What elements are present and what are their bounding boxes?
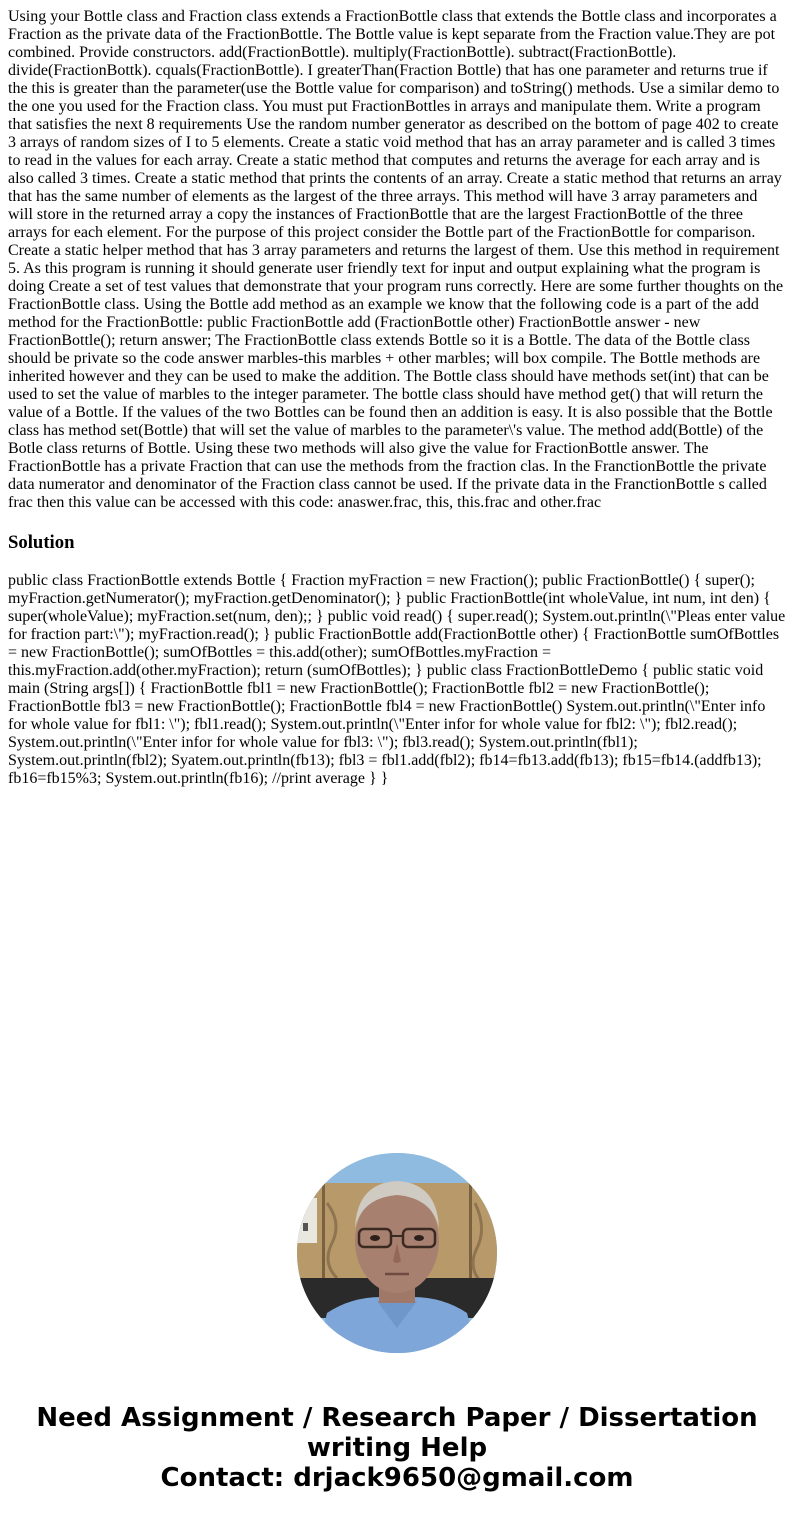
promo-contact-line: Contact: drjack9650@gmail.com: [160, 1463, 634, 1493]
solution-heading: Solution: [8, 532, 75, 553]
avatar: [297, 1153, 497, 1353]
solution-text: public class FractionBottle extends Bottle { Fraction myFraction = new Fraction(); public FractionBottle() { super(); myFraction.getNumerator(); myFraction.getDenominator(); } public FractionBottle(int wholeValue, int num, int den) { super(wholeValue); myFraction.set(num, den);; } public void read() { super.read(); System.out.println(\"Pleas enter value for fraction part:\"); myFraction.read(); } public FractionBottle add(FractionBottle other) { FractionBottle sumOfBottles = new FractionBottle(); sumOfBottles = this.add(other); sumOfBottles.myFraction = this.myFraction.add(other.myFraction); return (sumOfBottles); } public class FractionBottleDemo { public static void main (String args[]) { FractionBottle fbl1 = new FractionBottle(); FractionBottle fbl2 = new FractionBottle(); FractionBottle fbl3 = new FractionBottle(); FractionBottle fbl4 = new FractionBottle() System.out.println(\"Enter info for whole value for fbl1: \"); fbl1.read(); System.out.println(\"Enter infor for whole value for fbl2: \"); fbl2.read(); System.out.println(\"Enter infor for whole value for fbl3: \"); fbl3.read(); System.out.println(fbl1); System.out.println(fbl2); Syatem.out.println(fb13); fbl3 = fbl1.add(fbl2); fb14=fb13.add(fb13); fb15=fb14.(addfb13); fb16=fb15%3; System.out.println(fb16); //print average } }: [8, 572, 786, 787]
promo-line-1: Need Assignment / Research Paper / Dissertation: [36, 1403, 758, 1433]
promo-banner: [0, 1403, 794, 1493]
question-text: Using your Bottle class and Fraction class extends a FractionBottle class that extends the Bottle class and incorporates a Fraction as the private data of the FractionBottle. The Bottle value is kept separate from the Fraction value.They are pot combined. Provide constructors. add(FractionBottle). multiply(FractionBottle). subtract(FractionBottle). divide(FractionBottk). cquals(FractionBottle). I greaterThan(Fraction Bottle) that has one parameter and returns true if the this is greater than the parameter(use the Bottle value for comparison) and toString() methods. Use a similar demo to the one you used for the Fraction class. You must put FractionBottles in arrays and manipulate them. Write a program that satisfies the next 8 requirements Use the random number generator as described on the bottom of page 402 to create 3 arrays of random sizes of I to 5 elements. Create a static void method that has an array parameter and is called 3 times to read in the values for each array. Create a static method that computes and returns the average for each array and is also called 3 times. Create a static method that prints the contents of an array. Create a static method that returns an array that has the same number of elements as the largest of the three arrays. This method will have 3 array parameters and will store in the returned array a copy the instances of FractionBottle that are the largest FractionBottle of the three arrays for each element. For the purpose of this project consider the Bottle part of the FractionBottle for comparison. Create a static helper method that has 3 array parameters and returns the largest of them. Use this method in requirement 5. As this program is running it should generate user friendly text for input and output explaining what the program is doing Create a set of test values that demonstrate that your program runs correctly. Here are some further thoughts on the FractionBottle class. Using the Bottle add method as an example we know that the following code is a part of the add method for the FractionBottle: public FractionBottle add (FractionBottle other) FractionBottle answer - new FractionBottle(); return answer; The FractionBottle class extends Bottle so it is a Bottle. The data of the Bottle class should be private so the code answer marbles-this marbles + other marbles; will box compile. The Bottle methods are inherited however and they can be used to make the addition. The Bottle class should have methods set(int) that can be used to set the value of marbles to the integer parameter. The bottle class should have method get() that will return the value of a Bottle. If the values of the two Bottles can be found then an addition is easy. It is also possible that the Bottle class has method set(Bottle) that will set the value of marbles to the parameter\'s value. The method add(Bottle) of the Botle class returns of Bottle. Using these two methods will also give the value for FractionBottle answer. The FractionBottle has a private Fraction that can use the methods from the fraction clas. In the FranctionBottle the private data numerator and denominator of the Fraction class cannot be used. If the private data in the FranctionBottle s called frac then this value can be accessed with this code: anaswer.frac, this, this.frac and other.frac: [8, 8, 784, 511]
promo-line-2: writing Help: [306, 1433, 488, 1463]
author-photo-icon: [297, 1153, 497, 1353]
